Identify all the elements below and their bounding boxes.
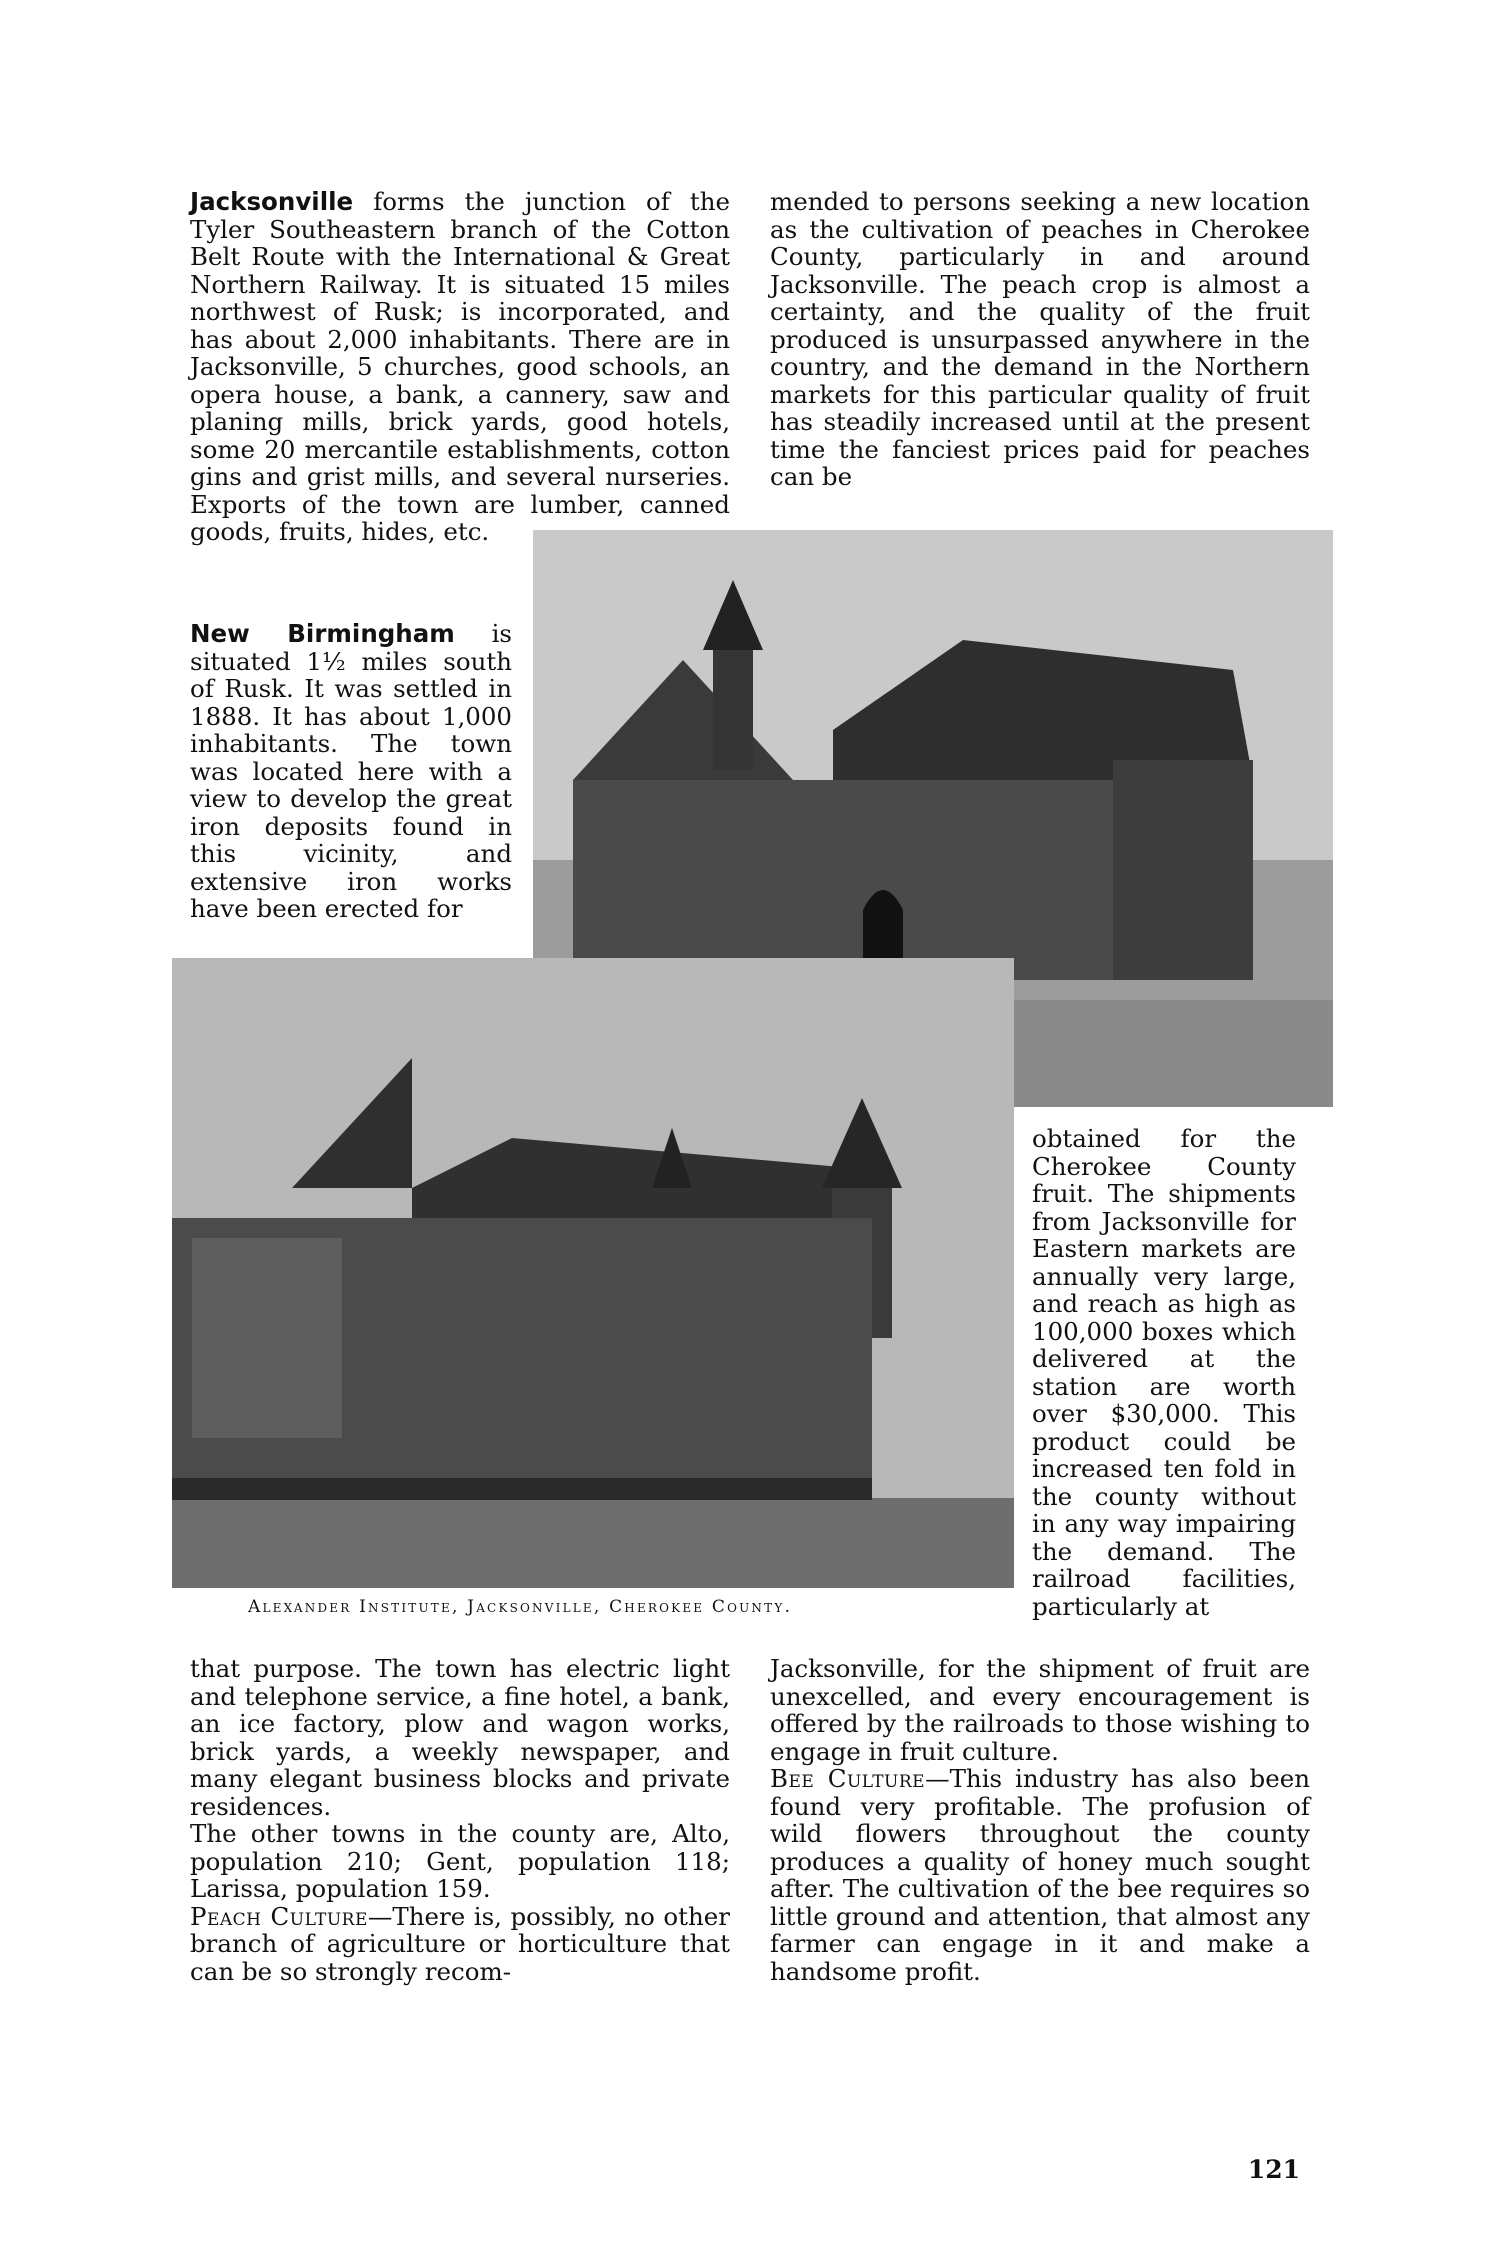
peach-culture-text: —There is, possibly, no other branch of agriculture or horticulture that can be so strongly recom- bbox=[190, 1901, 730, 1986]
shipments-paragraph: obtained for the Cherokee County fruit. The shipments from Jacksonville for Eastern markets are annually very large, and reach as high as 100,000 boxes which delivered at the station are worth over $30,000. This product could be increased ten fold in the county without in any way impairing the demand. The railroad facilities, particularly at bbox=[1032, 1124, 1296, 1621]
right-side-text bbox=[1032, 1125, 1296, 1620]
alexander-institute-image bbox=[172, 958, 1014, 1588]
bee-culture-lead: Bee Culture bbox=[770, 1764, 926, 1793]
birmingham-text-block bbox=[190, 620, 512, 923]
birmingham-paragraph bbox=[190, 620, 512, 923]
other-towns-text: The other towns in the county are, Alto, population 210; Gent, population 118; Larissa, population 159. bbox=[190, 1819, 730, 1903]
other-towns-paragraph bbox=[190, 1820, 730, 1903]
new-birmingham-continued: that purpose. The town has electric light and telephone service, a fine hotel, a bank, an ice factory, plow and wagon works, brick yards, a weekly newspaper, and many elegant business blocks and private residences. bbox=[190, 1654, 730, 1821]
bee-culture-text: —This industry has also been found very profitable. The profusion of wild flowers throughout the county produces a quality of honey much sought after. The cultivation of the bee requires so little ground and attention, that almost any farmer can engage in it and make a handsome profit. bbox=[770, 1764, 1310, 1986]
right-top-text bbox=[770, 188, 1310, 491]
jacksonville-lead: Jacksonville bbox=[190, 187, 354, 216]
peach-culture-lead: Peach Culture bbox=[190, 1901, 368, 1931]
peach-continued-paragraph: mended to persons seeking a new location as the cultivation of peaches in Cherokee County, particularly in and around Jacksonville. The peach crop is almost a certainty, and the quality of the fruit produced is unsurpassed anywhere in the country, and the demand in the Northern markets for this particular quality of fruit has steadily increased until at the present time the fanciest prices paid for peaches can be bbox=[770, 187, 1310, 491]
birmingham-text: is situated 1½ miles south of Rusk. It was settled in 1888. It has about 1,000 inhabitants. The town was located here with a view to develop the great iron deposits found in this vicinity, and extensive iron works have been erected for bbox=[190, 619, 512, 923]
peach-culture-paragraph bbox=[190, 1903, 730, 1986]
left-bottom-text bbox=[190, 1655, 730, 1985]
birmingham-lead: New Birmingham bbox=[190, 619, 455, 648]
jacksonville-paragraph bbox=[190, 188, 730, 546]
railroad-paragraph: Jacksonville, for the shipment of fruit are unexcelled, and every encouragement is offered by the railroads to those wishing to engage in fruit culture. bbox=[770, 1654, 1310, 1766]
page-number: 121 bbox=[1247, 2155, 1300, 2184]
left-top-text bbox=[190, 188, 730, 546]
alexander-institute-photo bbox=[172, 958, 1014, 1588]
bee-culture-paragraph bbox=[770, 1765, 1310, 1985]
photo-caption: Alexander Institute, Jacksonville, Cherokee County. bbox=[248, 1597, 793, 1617]
right-bottom-text bbox=[770, 1655, 1310, 1985]
jacksonville-text: forms the junction of the Tyler Southeastern branch of the Cotton Belt Route with the International & Great Northern Railway. It is situated 15 miles northwest of Rusk; is incorporated, and has about 2,000 inhabitants. There are in Jacksonville, 5 churches, good schools, an opera house, a bank, a cannery, saw and planing mills, brick yards, good hotels, some 20 mercantile establishments, cotton gins and grist mills, and several nurseries. Exports of the town are lumber, canned goods, fruits, hides, etc. bbox=[190, 187, 731, 546]
